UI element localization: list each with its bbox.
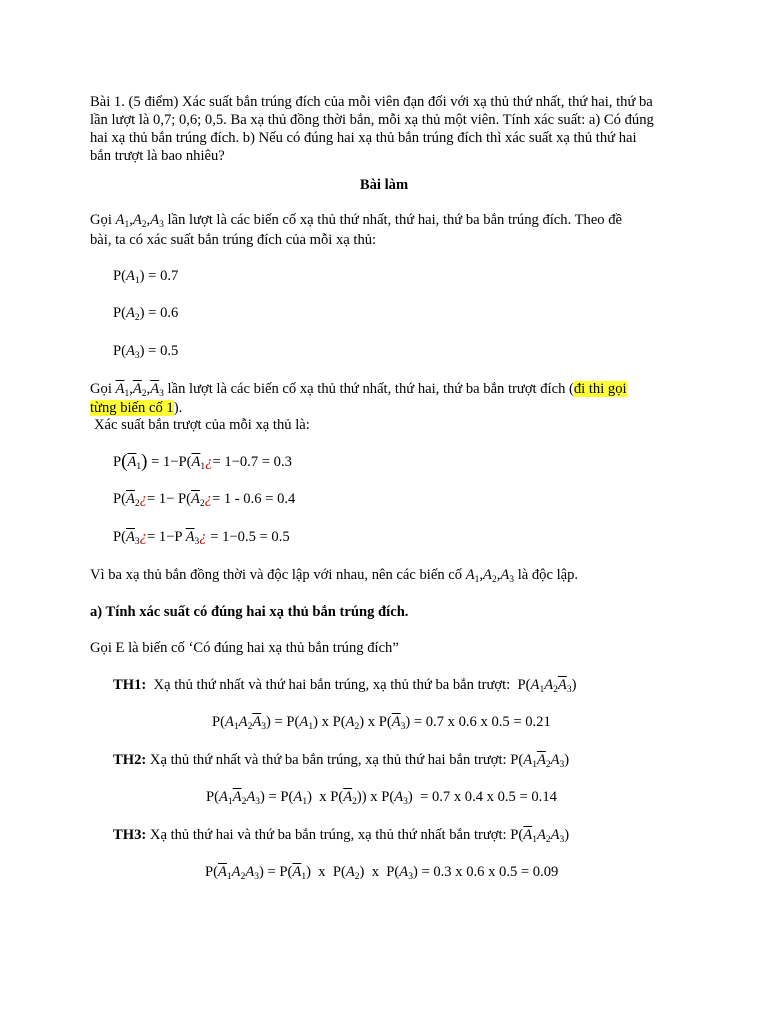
intro-line-1: Gọi $A_1,A_2,A_3$ lần lượt là các biến cố xạ thủ thứ nhất, thứ hai, thứ ba bắn trúng đích. Theo đề (90, 212, 623, 230)
intro-line-2: bài, ta có xác suất bắn trúng đích của mỗi xạ thủ: (90, 232, 377, 248)
miss-prob-1: $P(\overline{A}_1)$ = $1-P(\overline{A}_1¿= 1-0.7 = 0.3$ (113, 451, 292, 472)
miss-intro-line-1: Gọi $\overline{A}_1,\overline{A}_2,\overline{A}_3$ lần lượt là các biến cố xạ thủ thứ nhất, thứ hai, thứ ba bắn trượt đích (đi thi gọi (90, 381, 627, 399)
independence-line: Vì ba xạ thủ bắn đồng thời và độc lập với nhau, nên các biến cố $A_1,A_2,A_3$ là độc lập. (90, 567, 579, 585)
case-2-line: TH2: Xạ thủ thứ nhất và thứ ba bắn trúng, xạ thủ thứ hai bắn trượt: $P(A_1\overline{A}_2A_3)$ (113, 752, 570, 770)
hit-prob-1: $P(A_1) = 0.7$ (113, 268, 179, 286)
miss-intro-line-2: từng biến cố 1). (90, 400, 183, 416)
problem-line-3: hai xạ thủ bắn trúng đích. b) Nếu có đúng hai xạ thủ bắn trúng đích thì xác suất xạ thủ thứ hai (90, 130, 637, 146)
highlighted-note-part-1: đi thi gọi (573, 381, 627, 397)
hit-prob-3: $P(A_3) = 0.5$ (113, 343, 179, 361)
render-artifact: ¿ (139, 529, 147, 545)
case-3-formula: $P(\overline{A}_1A_2A_3) = P(\overline{A}_1)$ x $P(A_2)$ x $P(A_3) = 0.3$ x 0.6 x 0.5 = 0.09 (205, 864, 559, 882)
highlighted-note-part-2: từng biến cố 1 (90, 400, 174, 416)
problem-line-2: lần lượt là 0,7; 0,6; 0,5. Ba xạ thủ đồng thời bắn, mỗi xạ thủ một viên. Tính xác suất: a) Có đúng (90, 112, 654, 128)
case-1-formula: $P(A_1A_2\overline{A}_3) = P(A_1)$ x $P(A_2)$ x $P(\overline{A}_3) = 0.7$ x 0.6 x 0.5 = 0.21 (212, 714, 551, 732)
miss-prob-2: $P(\overline{A}_2¿= 1-$ $P(\overline{A}_2¿= 1 - 0.6 = 0.4$ (113, 491, 296, 509)
case-3-line: TH3: Xạ thủ thứ hai và thứ ba bắn trúng, xạ thủ thứ nhất bắn trượt: $P(\overline{A}_1A_2A_3)$ (113, 827, 570, 845)
case-1-line: TH1: Xạ thủ thứ nhất và thứ hai bắn trúng, xạ thủ thứ ba bắn trượt: $P(A_1A_2\overline{A}_3)$ (113, 677, 577, 695)
part-a-heading: a) Tính xác suất có đúng hai xạ thủ bắn trúng đích. (90, 604, 409, 620)
render-artifact: ¿ (205, 454, 213, 470)
miss-prob-3: $P(\overline{A}_3¿= 1-P$ $\overline{A}_3¿ = 1-0.5 = 0.5$ (113, 529, 290, 547)
case-2-formula: $P(A_1\overline{A}_2A_3) = P(A_1)$ x $P(\overline{A}_2)$) x $P(A_3) = 0.7$ x 0.4 x 0.5 = 0.14 (206, 789, 557, 807)
miss-intro-line-3: Xác suất bắn trượt của mỗi xạ thủ là: (94, 417, 310, 433)
render-artifact: ¿ (199, 529, 207, 545)
solution-heading: Bài làm (359, 177, 409, 193)
problem-line-4: bắn trượt là bao nhiêu? (90, 148, 225, 164)
define-event-e: Gọi E là biến cố ‘Có đúng hai xạ thủ bắn trúng đích” (90, 640, 399, 656)
render-artifact: ¿ (204, 491, 212, 507)
hit-prob-2: $P(A_2) = 0.6$ (113, 305, 179, 323)
render-artifact: ¿ (139, 491, 147, 507)
problem-line-1: Bài 1. (5 điểm) Xác suất bắn trúng đích của mỗi viên đạn đối với xạ thủ thứ nhất, thứ hai, thứ ba (90, 94, 653, 110)
